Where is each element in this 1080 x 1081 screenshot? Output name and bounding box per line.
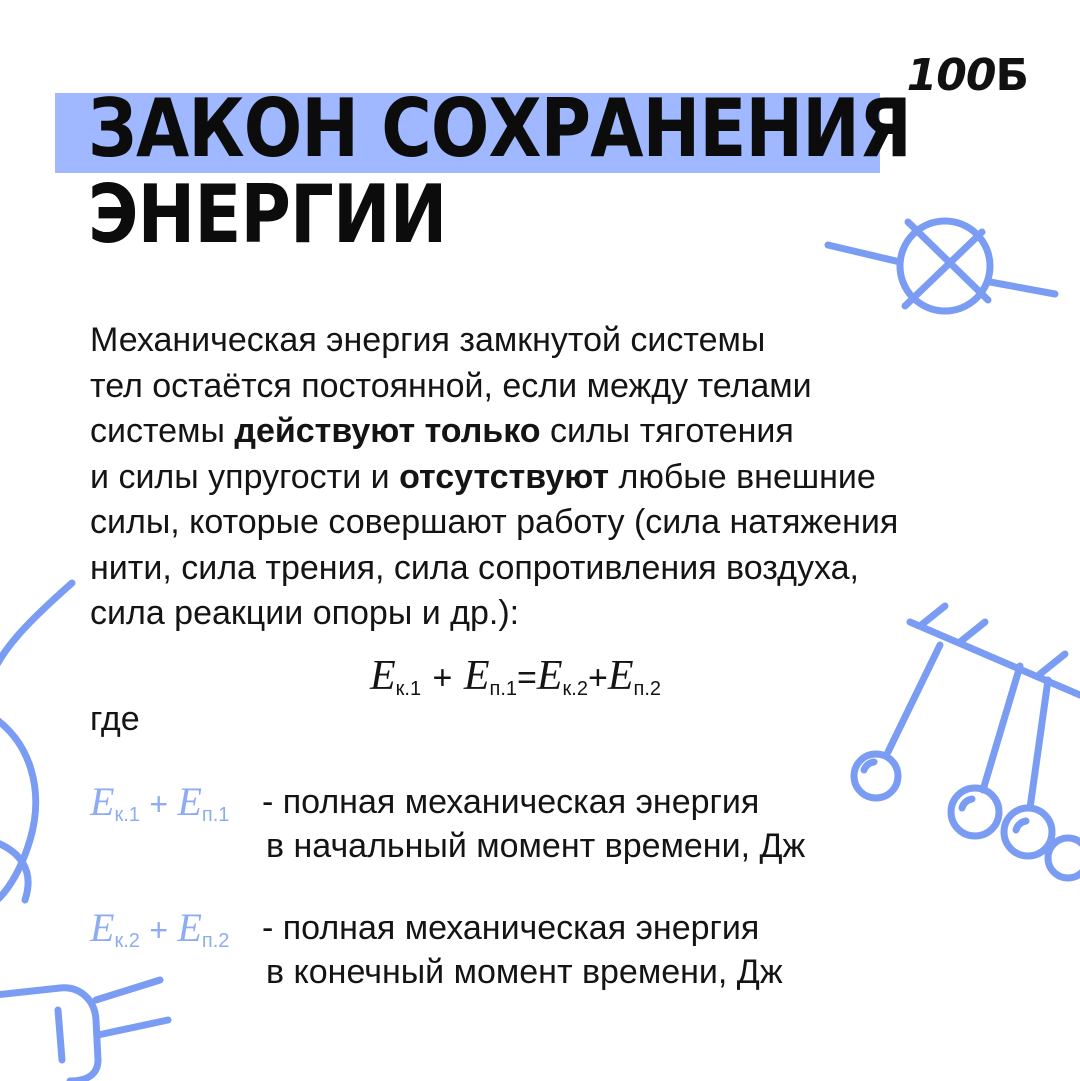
intro-line: силы тяготения — [540, 412, 794, 450]
intro-line: Механическая энергия замкнутой системы — [90, 321, 766, 359]
conservation-formula: $E_{к.1} + E_{п.1}=E_{к.2}+E_{п.2}$ — [370, 653, 662, 700]
logo-number: 100 — [906, 50, 996, 101]
intro-paragraph — [90, 318, 1010, 637]
emphasis-text: отсутствуют — [399, 457, 610, 496]
logo-letter: Б — [995, 50, 1028, 101]
intro-line: тел остаётся постоянной, если между телами — [90, 366, 812, 405]
definition-text: - полная механическая энергия в конечный момент времени, Дж — [262, 909, 783, 991]
intro-line: сила реакции опоры и др.): — [90, 594, 520, 632]
definition-text: - полная механическая энергия в начальный момент времени, Дж — [262, 783, 806, 865]
definition-formula: $E_{к.1} + E_{п.1}$ — [90, 779, 230, 826]
title-line-2: ЭНЕРГИИ — [88, 168, 447, 261]
intro-line: любые внешние — [609, 457, 876, 496]
emphasis-text: действуют только — [234, 412, 541, 450]
definition-item — [90, 780, 805, 868]
where-label: где — [90, 700, 140, 738]
page-title — [88, 82, 912, 261]
intro-line: нити, сила трения, сила сопротивления воздуха, — [90, 548, 859, 587]
definition-formula: $E_{к.2} + E_{п.2}$ — [90, 905, 230, 952]
intro-line: системы — [90, 412, 235, 450]
intro-line: и силы упругости и — [90, 457, 400, 496]
pendulum-icon — [854, 606, 1080, 878]
definition-item — [90, 906, 783, 994]
title-line-1: ЗАКОН СОХРАНЕНИЯ — [88, 82, 912, 175]
intro-line: силы, которые совершают работу (сила натяжения — [90, 503, 899, 541]
brand-logo — [907, 50, 1028, 101]
